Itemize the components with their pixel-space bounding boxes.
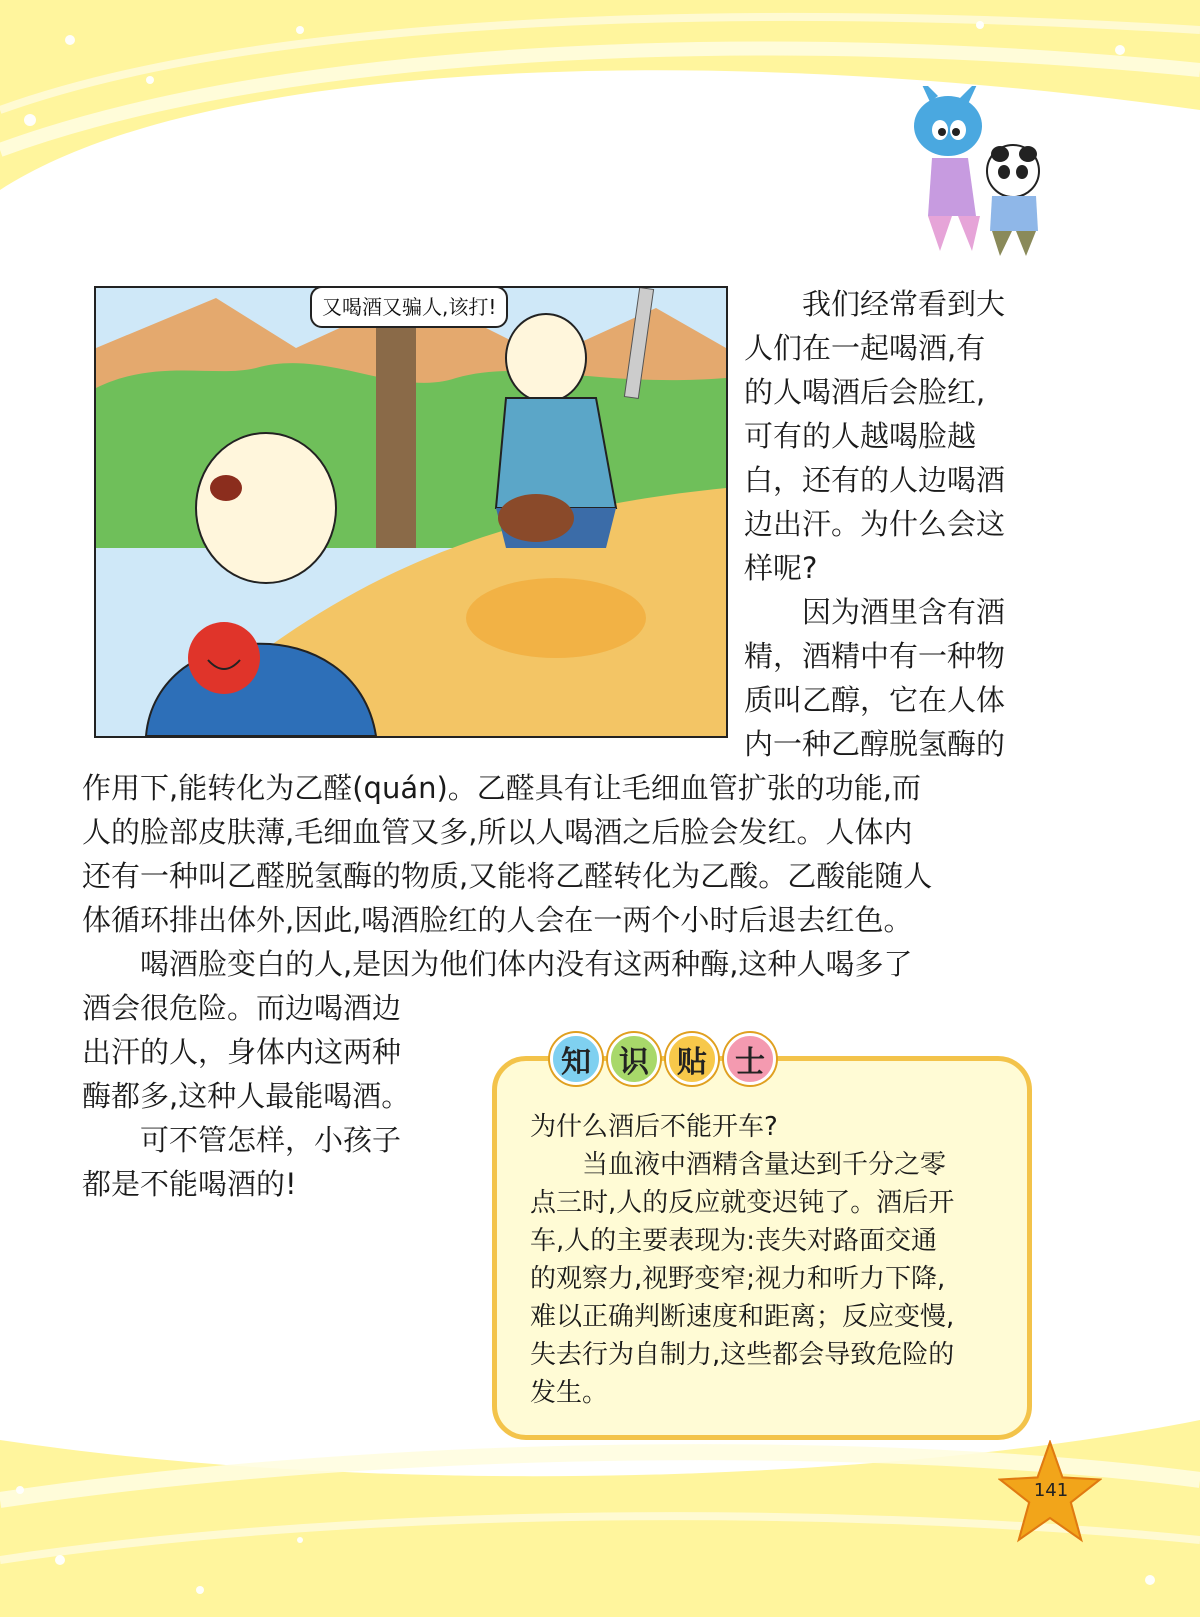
text-line: 边出汗。为什么会这 [744, 507, 1006, 541]
text-line: 作用下,能转化为乙醛(quán)。乙醛具有让毛细血管扩张的功能,而 [82, 771, 922, 805]
text-line: 酒会很危险。而边喝酒边 [82, 991, 402, 1025]
text-line: 可有的人越喝脸越 [744, 419, 977, 453]
text-line: 点三时,人的反应就变迟钝了。酒后开 [530, 1188, 955, 1218]
text-line: 的人喝酒后会脸红, [744, 375, 986, 409]
comic-illustration [96, 288, 726, 736]
tips-title [550, 1033, 776, 1085]
tips-question: 为什么酒后不能开车? [530, 1112, 778, 1142]
tips-body [530, 1146, 1000, 1412]
text-line: 人们在一起喝酒,有 [744, 331, 986, 365]
text-line: 精，酒精中有一种物 [744, 639, 1006, 673]
text-line: 因为酒里含有酒 [802, 595, 1006, 629]
text-line: 样呢? [744, 551, 818, 585]
mascot-illustration [888, 86, 1068, 266]
text-line: 质叫乙醇，它在人体 [744, 683, 1006, 717]
text-line: 还有一种叫乙醛脱氢酶的物质,又能将乙醛转化为乙酸。乙酸能随人 [82, 859, 933, 893]
text-line: 车,人的主要表现为:丧失对路面交通 [530, 1226, 938, 1256]
text-line: 体循环排出体外,因此,喝酒脸红的人会在一两个小时后退去红色。 [82, 903, 913, 937]
comic-panel [94, 286, 728, 738]
page-number: 141 [1033, 1480, 1069, 1501]
tips-title-char: 士 [724, 1033, 776, 1085]
paragraph-4 [82, 1118, 462, 1206]
text-line: 我们经常看到大 [802, 287, 1006, 321]
paragraph-3-wide [82, 942, 1042, 986]
paragraph-2-narrow [744, 590, 1044, 766]
text-line: 喝酒脸变白的人,是因为他们体内没有这两种酶,这种人喝多了 [140, 947, 913, 981]
text-line: 都是不能喝酒的! [82, 1167, 297, 1201]
tips-title-char: 知 [550, 1033, 602, 1085]
text-line: 当血液中酒精含量达到千分之零 [582, 1150, 947, 1180]
paragraph-3-narrow [82, 986, 462, 1118]
text-line: 白，还有的人边喝酒 [744, 463, 1006, 497]
text-line: 可不管怎样，小孩子 [140, 1123, 402, 1157]
paragraph-1 [744, 282, 1044, 590]
text-line: 发生。 [530, 1378, 609, 1408]
speech-bubble: 又喝酒又骗人,该打! [310, 286, 508, 328]
text-line: 的观察力,视野变窄;视力和听力下降, [530, 1264, 946, 1294]
tips-title-char: 贴 [666, 1033, 718, 1085]
paragraph-2-wide [82, 766, 1042, 942]
text-line: 出汗的人，身体内这两种 [82, 1035, 402, 1069]
text-line: 人的脸部皮肤薄,毛细血管又多,所以人喝酒之后脸会发红。人体内 [82, 815, 913, 849]
text-line: 难以正确判断速度和距离；反应变慢, [530, 1302, 955, 1332]
tips-title-char: 识 [608, 1033, 660, 1085]
text-line: 内一种乙醇脱氢酶的 [744, 727, 1006, 761]
text-line: 失去行为自制力,这些都会导致危险的 [530, 1340, 955, 1370]
text-line: 酶都多,这种人最能喝酒。 [82, 1079, 411, 1113]
